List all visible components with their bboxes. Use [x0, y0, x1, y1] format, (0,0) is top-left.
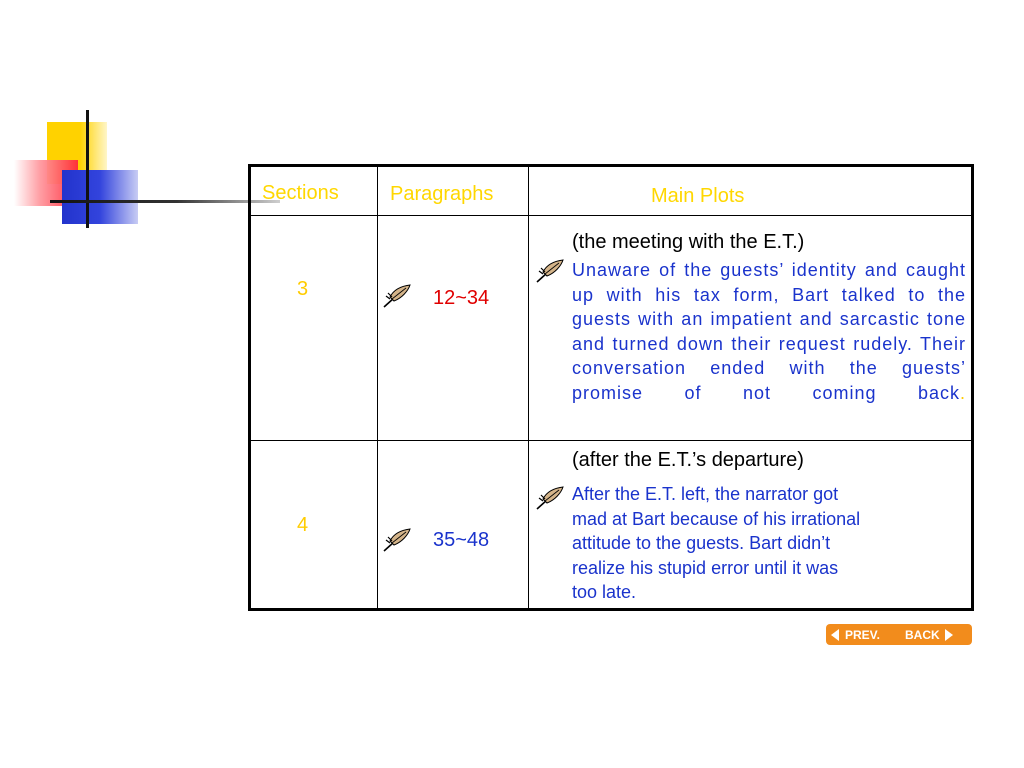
plot-title: (the meeting with the E.T.) [572, 231, 805, 253]
header-sections: Sections [262, 182, 339, 204]
paragraph-range: 12~34 [433, 287, 490, 309]
quill-pen-icon [535, 258, 565, 284]
nav-bar [826, 624, 972, 645]
header-paragraphs: Paragraphs [390, 183, 494, 205]
plot-description-end: . [959, 382, 966, 403]
plot-description-line: too late. [572, 582, 637, 603]
plot-description-line: mad at Bart because of his irrational [572, 508, 861, 529]
section-number: 4 [297, 514, 309, 536]
arrow-right-icon [945, 629, 953, 641]
quill-pen-icon [382, 527, 412, 553]
plot-description-line: realize his stupid error until it was [572, 557, 839, 578]
plot-description-text: Unaware of the guests’ identity and caught up with his tax form, Bart talked to the guests with an impatient and sarcastic tone and turned down their request rudely. Their conversation ended with the guests’ promise of not coming back [572, 260, 966, 403]
row-divider [251, 440, 971, 441]
column-divider [528, 167, 529, 608]
column-divider [377, 167, 378, 608]
row-divider [251, 215, 971, 216]
logo-blue-square [62, 170, 138, 224]
arrow-left-icon [831, 629, 839, 641]
plot-description [572, 258, 966, 406]
plot-description [572, 482, 966, 605]
plot-description-line: attitude to the guests. Bart didn’t [572, 533, 831, 554]
logo-vertical-line [86, 110, 89, 228]
plot-description-line: After the E.T. left, the narrator got [572, 484, 839, 504]
back-button[interactable] [895, 624, 953, 645]
paragraph-range: 35~48 [433, 529, 490, 551]
prev-label: PREV. [845, 627, 880, 642]
prev-button[interactable] [826, 624, 895, 645]
back-label: BACK [905, 627, 940, 642]
section-number: 3 [297, 278, 309, 300]
plot-title: (after the E.T.’s departure) [572, 449, 804, 471]
header-main-plots: Main Plots [651, 185, 745, 207]
quill-pen-icon [535, 485, 565, 511]
quill-pen-icon [382, 283, 412, 309]
logo-horizontal-line [50, 200, 280, 203]
